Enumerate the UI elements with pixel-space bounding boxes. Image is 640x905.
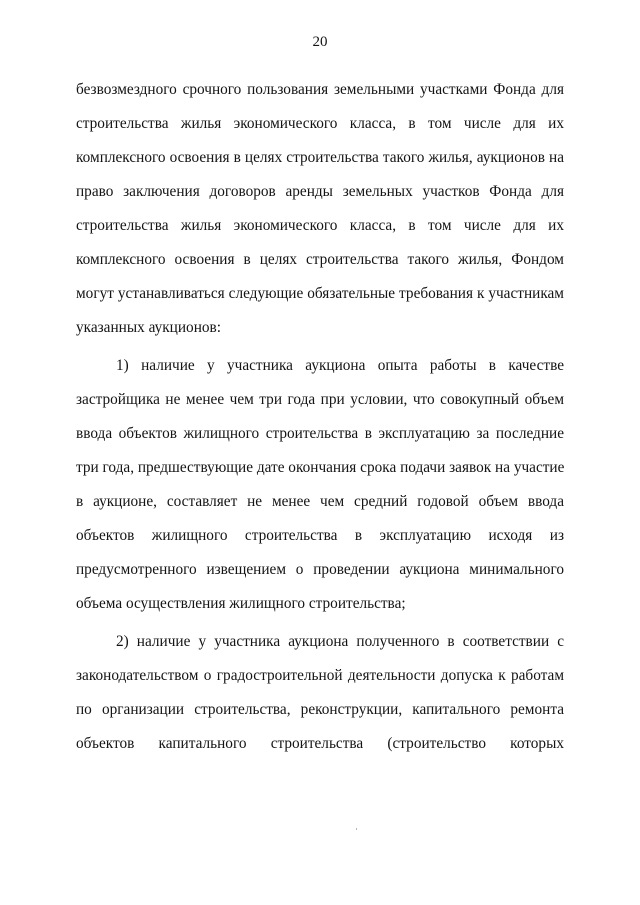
- text-line: строительства жилья экономического класса, в том числе для их: [76, 115, 564, 132]
- text-line: объема осуществления жилищного строительства;: [76, 595, 406, 612]
- paragraph-1: [76, 73, 564, 345]
- text-line: по организации строительства, реконструкции, капитального ремонта: [76, 701, 564, 718]
- text-line: объектов капитального строительства (строительство которых: [76, 735, 564, 752]
- text-line: в аукционе, составляет не менее чем средний годовой объем ввода: [76, 493, 564, 510]
- text-line: указанных аукционов:: [76, 319, 222, 336]
- text-line: строительства жилья экономического класса, в том числе для их: [76, 217, 564, 234]
- text-line: право заключения договоров аренды земельных участков Фонда для: [76, 183, 564, 200]
- text-line: законодательством о градостроительной деятельности допуска к работам: [76, 667, 564, 684]
- scan-artifact: [356, 828, 357, 830]
- page-number: 20: [312, 34, 328, 50]
- text-line: 2) наличие у участника аукциона полученного в соответствии с: [116, 633, 564, 650]
- text-line: 1) наличие у участника аукциона опыта работы в качестве: [116, 357, 564, 374]
- text-line: комплексного освоения в целях строительства такого жилья, Фондом: [76, 251, 564, 268]
- text-line: застройщика не менее чем три года при условии, что совокупный объем: [76, 391, 564, 408]
- paragraph-item-1: [76, 349, 564, 621]
- text-line: комплексного освоения в целях строительства такого жилья, аукционов на: [76, 149, 564, 166]
- text-line: объектов жилищного строительства в эксплуатацию исходя из: [76, 527, 564, 544]
- paragraph-item-2: [76, 625, 564, 761]
- text-line: могут устанавливаться следующие обязательные требования к участникам: [76, 285, 564, 302]
- text-line: предусмотренного извещением о проведении аукциона минимального: [76, 561, 564, 578]
- text-line: безвозмездного срочного пользования земельными участками Фонда для: [76, 81, 564, 98]
- text-line: три года, предшествующие дате окончания срока подачи заявок на участие: [76, 459, 564, 476]
- document-body: [76, 73, 564, 761]
- text-line: ввода объектов жилищного строительства в эксплуатацию за последние: [76, 425, 564, 442]
